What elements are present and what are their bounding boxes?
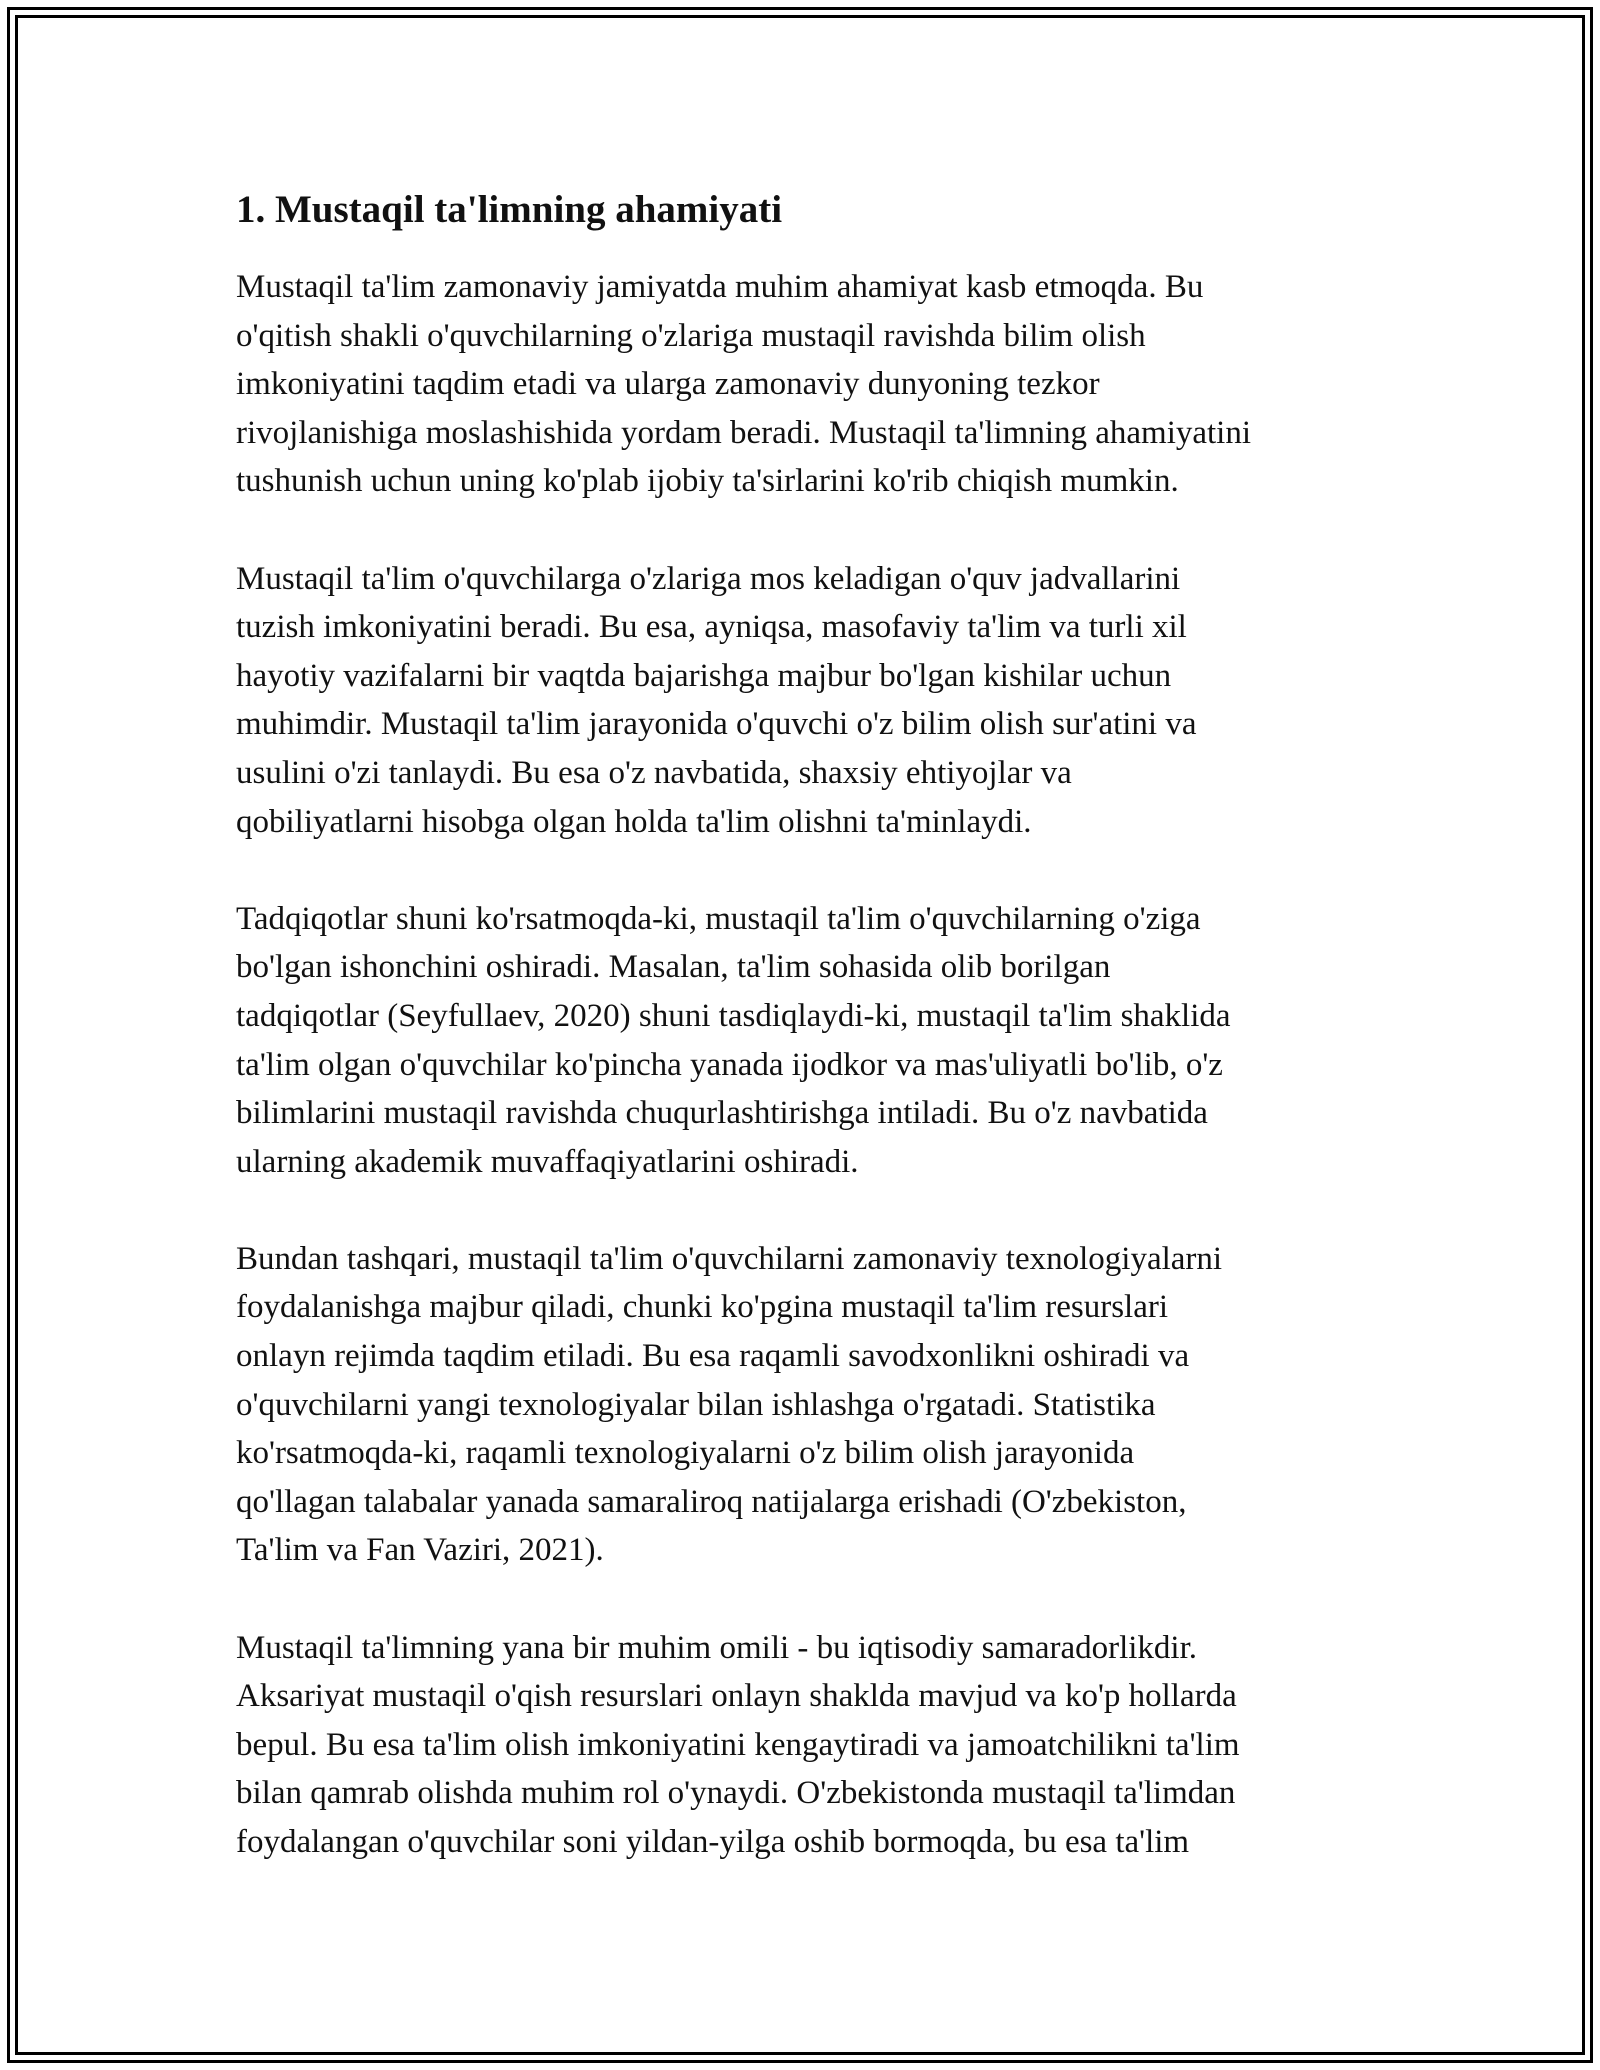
document-body (236, 186, 1386, 1915)
paragraph-4: Bundan tashqari, mustaqil ta'lim o'quvchilarni zamonaviy texnologiyalarni foydalanishga majbur qiladi, chunki ko'pgina mustaqil ta'lim resurslari onlayn rejimda taqdim etiladi. Bu esa raqamli savodxonlikni oshiradi va o'quvchilarni yangi texnologiyalar bilan ishlashga o'rgatadi. Statistika ko'rsatmoqda-ki, raqamli texnologiyalarni o'z bilim olish jarayonida qo'llagan talabalar yanada samaraliroq natijalarga erishadi (O'zbekiston, Ta'lim va Fan Vaziri, 2021). (236, 1240, 1223, 1569)
paragraph-1: Mustaqil ta'lim zamonaviy jamiyatda muhim ahamiyat kasb etmoqda. Bu o'qitish shakli o'quvchilarning o'zlariga mustaqil ravishda bilim olish imkoniyatini taqdim etadi va ularga zamonaviy dunyoning tezkor rivojlanishiga moslashishida yordam beradi. Mustaqil ta'limning ahamiyatini tushunish uchun uning ko'plab ijobiy ta'sirlarini ko'rib chiqish mumkin. (236, 269, 1252, 500)
section-heading: 1. Mustaqil ta'limning ahamiyati (236, 188, 783, 231)
paragraph-2: Mustaqil ta'lim o'quvchilarga o'zlariga mos keladigan o'quv jadvallarini tuzish imkoniyatini beradi. Bu esa, ayniqsa, masofaviy ta'lim va turli xil hayotiy vazifalarni bir vaqtda bajarishga majbur bo'lgan kishilar uchun muhimdir. Mustaqil ta'lim jarayonida o'quvchi o'z bilim olish sur'atini va usulini o'zi tanlaydi. Bu esa o'z navbatida, shaxsiy ehtiyojlar va qobiliyatlarni hisobga olgan holda ta'lim olishni ta'minlaydi. (236, 560, 1197, 840)
paragraph-5: Mustaqil ta'limning yana bir muhim omili - bu iqtisodiy samaradorlikdir. Aksariyat mustaqil o'qish resurslari onlayn shaklda mavjud va ko'p hollarda bepul. Bu esa ta'lim olish imkoniyatini kengaytiradi va jamoatchilikni ta'lim bilan qamrab olishda muhim rol o'ynaydi. O'zbekistonda mustaqil ta'limdan foydalangan o'quvchilar soni yildan-yilga oshib bormoqda, bu esa ta'lim (236, 1629, 1240, 1860)
paragraph-3: Tadqiqotlar shuni ko'rsatmoqda-ki, mustaqil ta'lim o'quvchilarning o'ziga bo'lgan ishonchini oshiradi. Masalan, ta'lim sohasida olib borilgan tadqiqotlar (Seyfullaev, 2020) shuni tasdiqlaydi-ki, mustaqil ta'lim shaklida ta'lim olgan o'quvchilar ko'pincha yanada ijodkor va mas'uliyatli bo'lib, o'z bilimlarini mustaqil ravishda chuqurlashtirishga intiladi. Bu o'z navbatida ularning akademik muvaffaqiyatlarini oshiradi. (236, 900, 1231, 1180)
